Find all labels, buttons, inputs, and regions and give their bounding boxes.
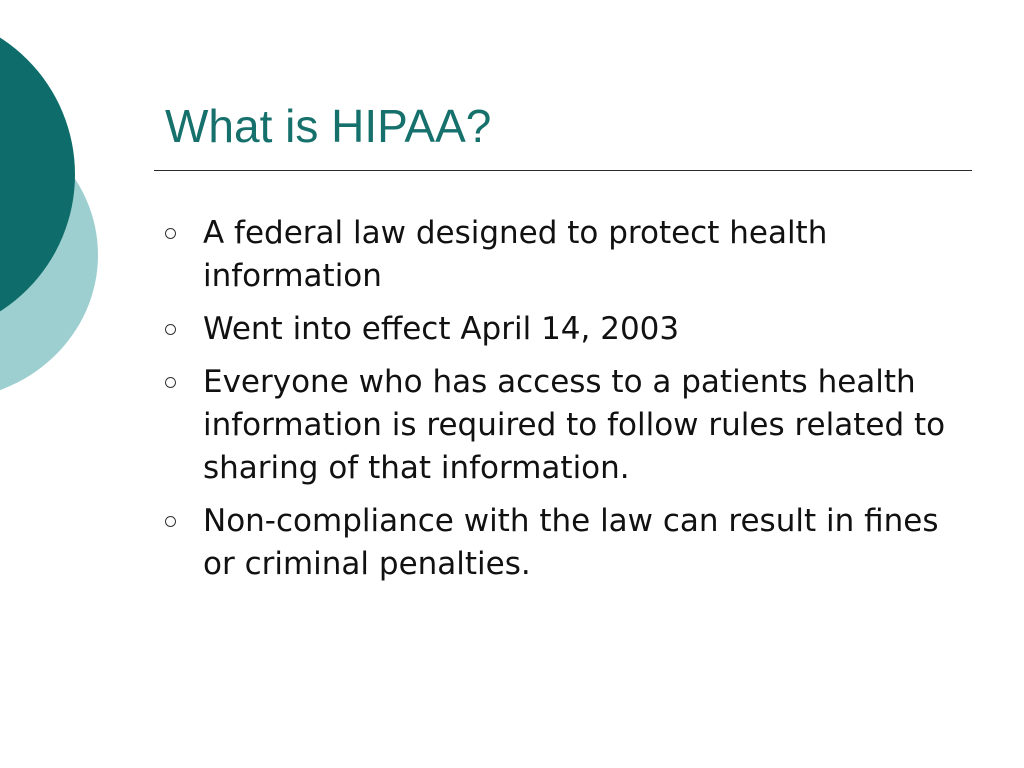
bullet-text: Went into effect April 14, 2003 bbox=[203, 311, 680, 347]
bullet-item bbox=[162, 308, 962, 351]
bullet-list bbox=[162, 212, 962, 596]
title-divider bbox=[154, 170, 972, 171]
hollow-circle-icon bbox=[165, 516, 176, 527]
hollow-circle-icon bbox=[165, 377, 176, 388]
bullet-text: Everyone who has access to a patients health information is required to follow rules related to sharing of that information. bbox=[203, 364, 946, 486]
hollow-circle-icon bbox=[165, 228, 176, 239]
slide-title: What is HIPAA? bbox=[165, 100, 492, 152]
bullet-item bbox=[162, 500, 962, 586]
hollow-circle-icon bbox=[165, 324, 176, 335]
bullet-item bbox=[162, 361, 962, 490]
bullet-text: Non-compliance with the law can result in fines or criminal penalties. bbox=[203, 503, 939, 582]
bullet-text: A federal law designed to protect health information bbox=[203, 215, 828, 294]
bullet-item bbox=[162, 212, 962, 298]
